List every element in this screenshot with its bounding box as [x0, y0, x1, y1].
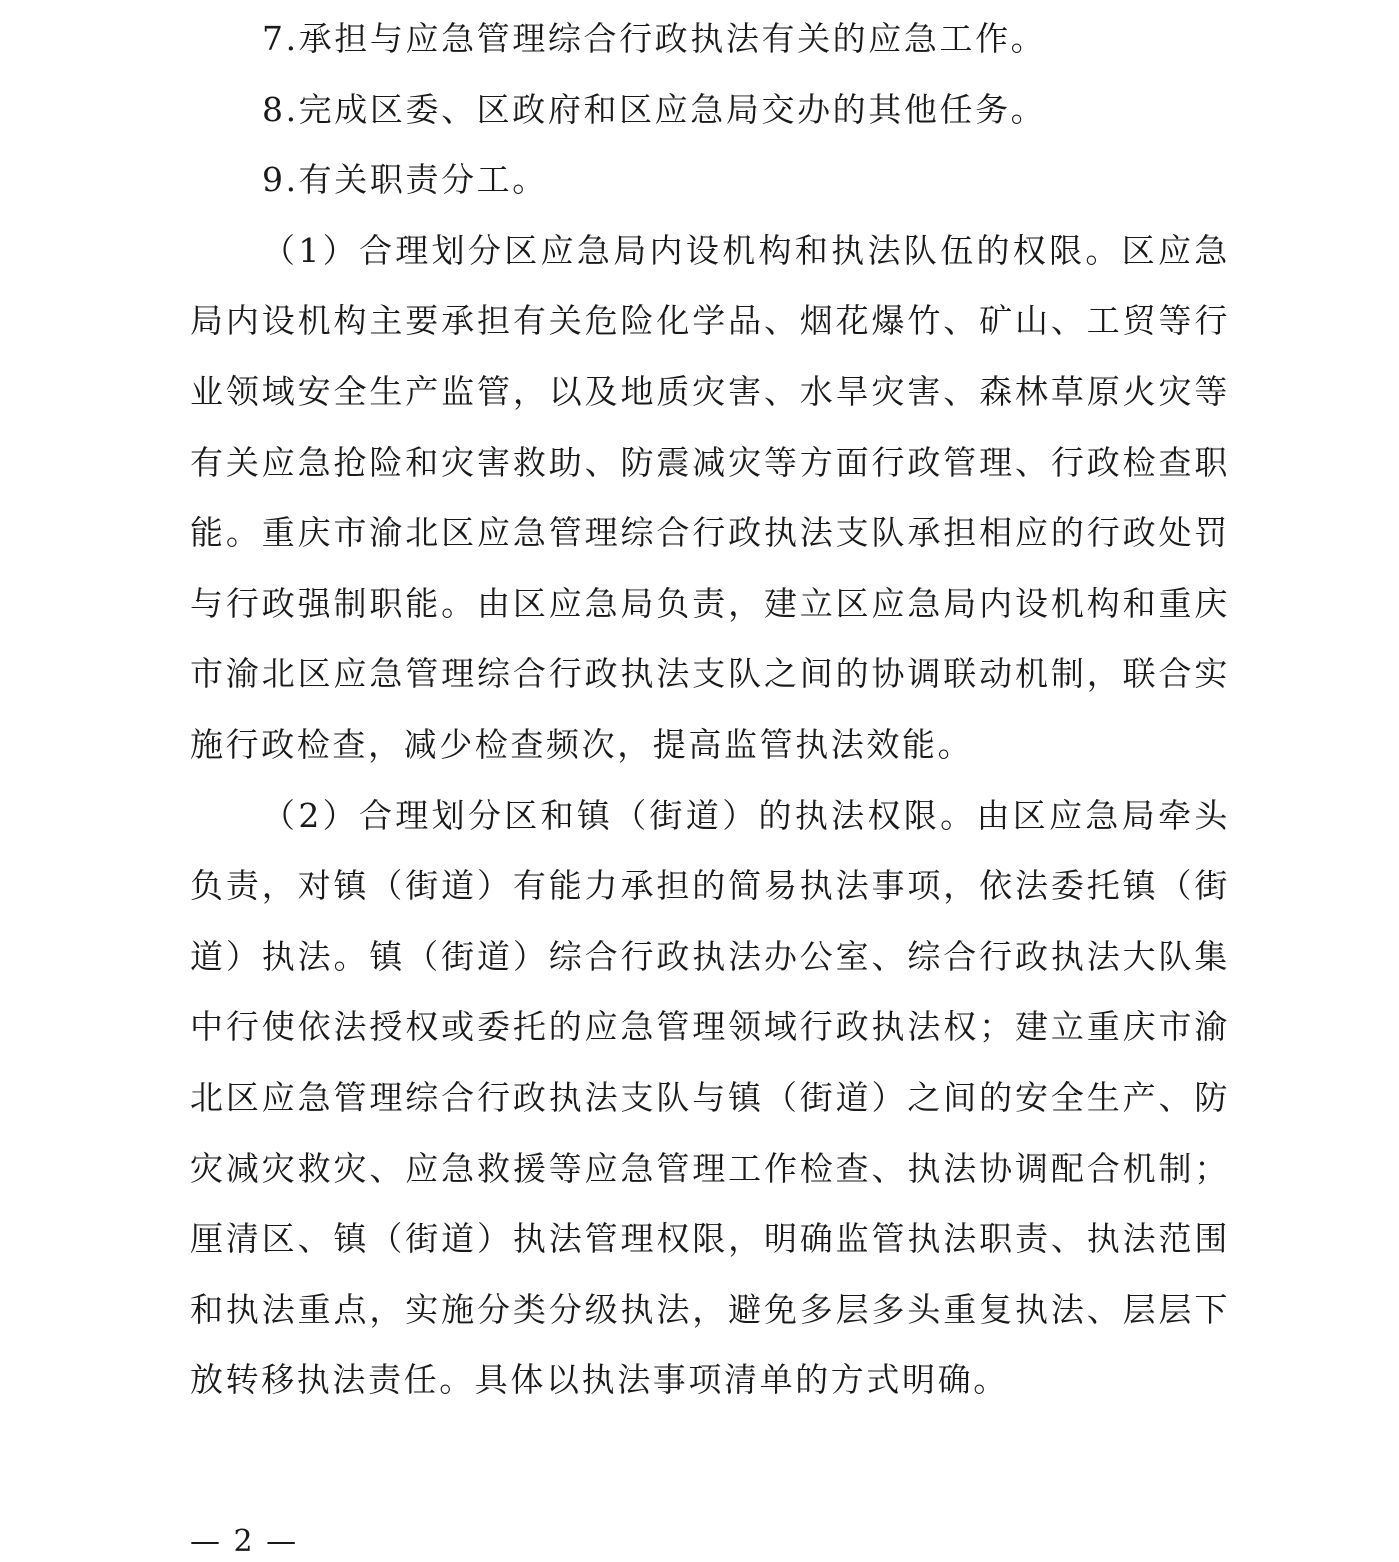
paragraph-item-7: 7.承担与应急管理综合行政执法有关的应急工作。	[262, 19, 1047, 58]
paragraph-sub-1: （1）合理划分区应急局内设机构和执法队伍的权限。区应急局内设机构主要承担有关危险化学品、烟花爆竹、矿山、工贸等行业领域安全生产监管，以及地质灾害、水旱灾害、森林草原火灾等有关应急抢险和灾害救助、防震减灾等方面行政管理、行政检查职能。重庆市渝北区应急管理综合行政执法支队承担相应的行政处罚与行政强制职能。由区应急局负责，建立区应急局内设机构和重庆市渝北区应急管理综合行政执法支队之间的协调联动机制，联合实施行政检查，减少检查频次，提高监管执法效能。	[190, 230, 1230, 764]
paragraph-sub-2: （2）合理划分区和镇（街道）的执法权限。由区应急局牵头负责，对镇（街道）有能力承担的简易执法事项，依法委托镇（街道）执法。镇（街道）综合行政执法办公室、综合行政执法大队集中行使依法授权或委托的应急管理领域行政执法权；建立重庆市渝北区应急管理综合行政执法支队与镇（街道）之间的安全生产、防灾减灾救灾、应急救援等应急管理工作检查、执法协调配合机制；厘清区、镇（街道）执法管理权限，明确监管执法职责、执法范围和执法重点，实施分类分级执法，避免多层多头重复执法、层层下放转移执法责任。具体以执法事项清单的方式明确。	[190, 795, 1230, 1400]
page-number: — 2 —	[190, 1524, 299, 1559]
document-body	[190, 4, 1230, 1416]
paragraph-item-8: 8.完成区委、区政府和区应急局交办的其他任务。	[262, 89, 1047, 129]
paragraph-item-9: 9.有关职责分工。	[262, 160, 548, 200]
